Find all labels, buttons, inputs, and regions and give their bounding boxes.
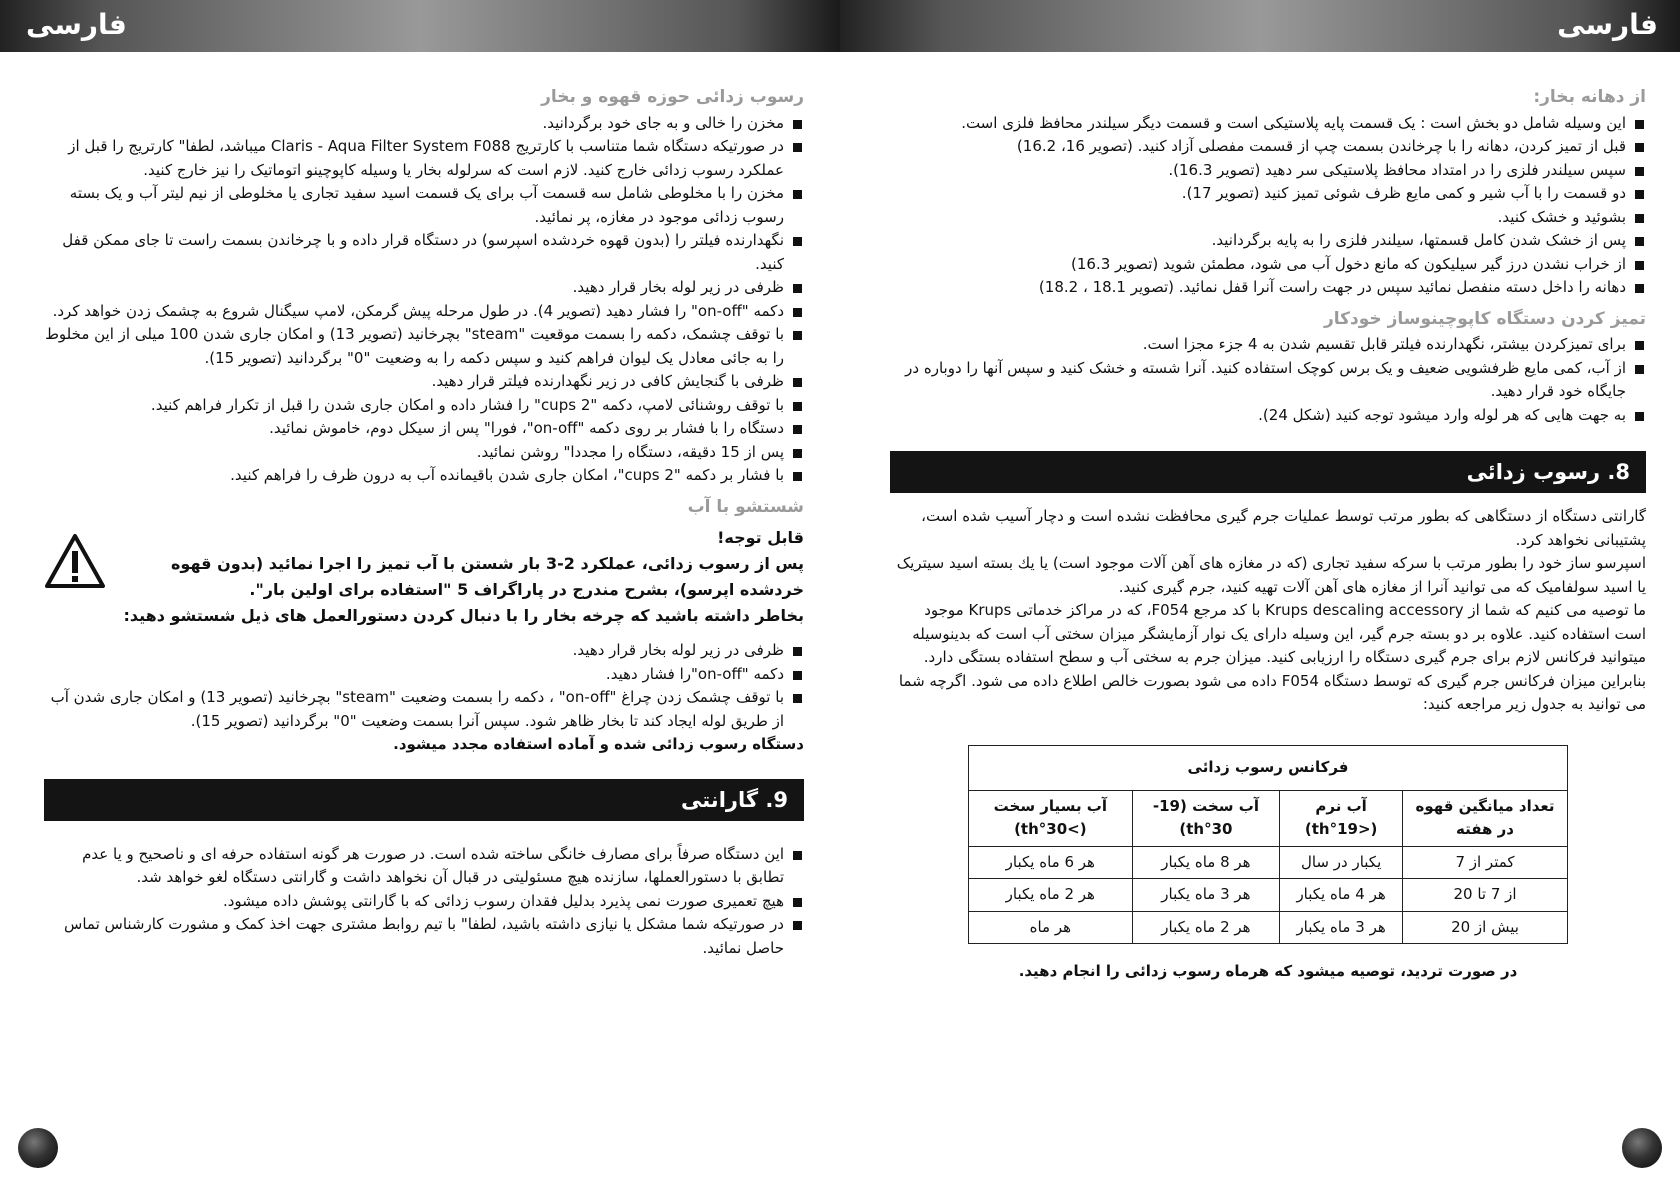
steam-nozzle-heading: از دهانه بخار: [1533, 87, 1646, 107]
list-item: از خراب نشدن درز گیر سیلیکون که مانع دخول آب می شود، مطمئن شوید (تصویر 16.3) [890, 253, 1646, 277]
descaling-heading: رسوب زدائی حوزه قهوه و بخار [541, 87, 804, 107]
list-item: با فشار بر دکمه "2 cups"، امکان جاری شدن باقیمانده آب به درون ظرف را فراهم کنید. [44, 464, 804, 488]
left-page-corner-dot [18, 1128, 58, 1168]
list-item: دکمه "on-off"را فشار دهید. [44, 663, 804, 687]
table-cell: هر ماه [969, 911, 1133, 944]
list-item: مخزن را خالی و به جای خود برگردانید. [44, 112, 804, 136]
list-item: به جهت هایی که هر لوله وارد میشود توجه کنید (شکل 24). [890, 404, 1646, 428]
right-page-corner-dot [1622, 1128, 1662, 1168]
table-row [969, 879, 1568, 912]
section-8-paragraph: ما توصیه می کنیم که شما از Krups descaling accessory با کد مرجع F054، که در مراکز خدماتی Krups موجود است استفاده کنید. علاوه بر دو بسته جرم گیر، این وسیله دارای یک نوار آزمایشگر میزان سختی آب است که بدینوسیله میتوانید فرکانس لازم برای جرم گیری دستگاه را ارزیابی کنید. میزان جرم به سختی آب و سطح استفاده بستگی دارد. بنابراین میزان فرکانس جرم گیری که توسط دستگاه F054 داده می شود بصورت خالص اطلاع داده می شود. اگرچه شما می توانید به جدول زیر مراجعه کنید: [898, 601, 1646, 713]
descaling-frequency-table [968, 745, 1568, 945]
column-header: آب سخت (19-30°th) [1132, 790, 1280, 846]
table-cell: از 7 تا 20 [1403, 879, 1568, 912]
table-cell: هر 3 ماه یکبار [1280, 911, 1403, 944]
steam-nozzle-list [890, 112, 1646, 300]
table-cell: هر 6 ماه یکبار [969, 846, 1133, 879]
list-item: هیچ تعمیری صورت نمی پذیرد بدلیل فقدان رسوب زدائی که با گارانتی پوشش داده میشود. [44, 890, 804, 914]
warning-text-2: بخاطر داشته باشید که چرخه بخار را با دنبال کردن دستورالعمل های ذیل شستشو دهید: [123, 606, 804, 625]
rinse-list [44, 639, 804, 733]
warning-title: قابل توجه! [717, 528, 804, 547]
table-cell: هر 2 ماه یکبار [1132, 911, 1280, 944]
list-item: بشوئید و خشک کنید. [890, 206, 1646, 230]
list-item: پس از 15 دقیقه، دستگاه را مجددا" روشن نمائید. [44, 441, 804, 465]
list-item: ظرفی در زیر لوله بخار قرار دهید. [44, 639, 804, 663]
column-header: آب نرم (<19°th) [1280, 790, 1403, 846]
list-item: این وسیله شامل دو بخش است : یک قسمت پایه پلاستیکی است و قسمت دیگر سیلندر محافظ فلزی است. [890, 112, 1646, 136]
left-page-header [0, 0, 840, 52]
list-item: پس از خشک شدن کامل قسمتها، سیلندر فلزی را به پایه برگردانید. [890, 229, 1646, 253]
table-cell: هر 2 ماه یکبار [969, 879, 1133, 912]
list-item: در صورتیکه شما مشکل یا نیازی داشته باشید، لطفا" با تیم روابط مشتری جهت اخذ کمک و مشورت کارشناس تماس حاصل نمائید. [44, 913, 804, 960]
table-cell: هر 4 ماه یکبار [1280, 879, 1403, 912]
right-page-header [840, 0, 1680, 52]
left-page-column [44, 84, 804, 960]
table-caption: فرکانس رسوب زدائی [969, 745, 1568, 790]
table-cell: یکبار در سال [1280, 846, 1403, 879]
section-8-paragraph: اسپرسو ساز خود را بطور مرتب با سرکه سفید تجاری (که در مغازه های آهن آلات موجود است) یا یك بسته اسید سیتریک یا اسید سولفامیک که می توانید آنرا از مغازه های آهن آلات تهیه کنید، جرم گیری کنید. [896, 554, 1646, 596]
list-item: ظرفی در زیر لوله بخار قرار دهید. [44, 276, 804, 300]
table-note: در صورت تردید، توصیه میشود که هرماه رسوب زدائی را انجام دهید. [1018, 962, 1518, 980]
cappuccino-cleaning-list [890, 333, 1646, 427]
list-item: برای تمیزکردن بیشتر، نگهدارنده فیلتر قابل تقسیم شدن به 4 جزء مجزا است. [890, 333, 1646, 357]
descaling-list [44, 112, 804, 488]
section-9-title-bar: 9. گارانتی [44, 779, 804, 821]
list-item: این دستگاه صرفاً برای مصارف خانگی ساخته شده است. در صورت هر گونه استفاده حرفه ای و ناصحیح و یا عدم تطابق با دستورالعملها، سازنده هیچ مسئولیتی در قبال آن نخواهد داشت و گارانتی دستگاه لغو خواهد شد. [44, 843, 804, 890]
list-item: در صورتیکه دستگاه شما متناسب با کارتریج Claris - Aqua Filter System F088 میباشد، لطفا" کارتریج را قبل از عملکرد رسوب زدائی خارج کنید. لازم است که سرلوله بخار یا وسیله کاپوچینو اتوماتیک را نیز خارج کنید. [44, 135, 804, 182]
table-row [969, 846, 1568, 879]
column-header: تعداد میانگین قهوه در هفته [1403, 790, 1568, 846]
table-row [969, 911, 1568, 944]
section-8-paragraph: گارانتی دستگاه از دستگاهی که بطور مرتب توسط عملیات جرم گیری محافظت نشده است و دچار آسیب شده است، پشتیبانی نخواهد کرد. [921, 507, 1646, 549]
list-item: با توقف چشمک زدن چراغ "on-off" ، دکمه را بسمت وضعیت "steam" بچرخانید (تصویر 13) و امکان جاری شدن آب از طریق لوله ایجاد کند تا بخار ظاهر شود. سپس آنرا بسمت وضعیت "0" برگردانید (تصویر 15). [44, 686, 804, 733]
list-item: از آب، کمی مایع ظرفشویی ضعیف و یک برس کوچک استفاده کنید. آنرا شسته و خشک کنید و سپس آنها را دوباره در جایگاه خود قرار دهید. [890, 357, 1646, 404]
warranty-list [44, 843, 804, 961]
list-item: نگهدارنده فیلتر را (بدون قهوه خردشده اسپرسو) در دستگاه قرار داده و با چرخاندن بسمت راست تا جای ممکن قفل کنید. [44, 229, 804, 276]
list-item: سپس سیلندر فلزی را در امتداد محافظ پلاستیکی سر دهید (تصویر 16.3). [890, 159, 1646, 183]
cappuccino-cleaning-heading: تمیز کردن دستگاه کاپوچینوساز خودکار [1323, 308, 1646, 329]
warning-triangle-icon [44, 533, 106, 589]
list-item: دهانه را داخل دسته منفصل نمائید سپس در جهت راست آنرا قفل نمائید. (تصویر 18.1 ، 18.2) [890, 276, 1646, 300]
list-item: دو قسمت را با آب شیر و کمی مایع ظرف شوئی تمیز کنید (تصویر 17). [890, 182, 1646, 206]
rinse-final-note: دستگاه رسوب زدائی شده و آماده استفاده مجدد میشود. [393, 735, 804, 753]
table-cell: هر 3 ماه یکبار [1132, 879, 1280, 912]
table-cell: بیش از 20 [1403, 911, 1568, 944]
section-8-title-bar: 8. رسوب زدائی [890, 451, 1646, 493]
left-page-language-title: فارسی [26, 8, 127, 41]
warning-box [44, 525, 804, 629]
column-header: آب بسیار سخت (>30°th) [969, 790, 1133, 846]
list-item: دستگاه را با فشار بر روی دکمه "on-off"، فورا" پس از سیکل دوم، خاموش نمائید. [44, 417, 804, 441]
list-item: قبل از تمیز کردن، دهانه را با چرخاندن بسمت چپ از قسمت مفصلی آزاد کنید. (تصویر 16، 16.2) [890, 135, 1646, 159]
warning-text-block [118, 525, 804, 629]
warning-text: پس از رسوب زدائی، عملکرد 2-3 بار شستن با آب تمیز را اجرا نمائید (بدون قهوه خردشده اپرسو)، بشرح مندرج در پاراگراف 5 "استفاده برای اولین بار". [170, 554, 804, 599]
table-cell: کمتر از 7 [1403, 846, 1568, 879]
table-cell: هر 8 ماه یکبار [1132, 846, 1280, 879]
right-page-language-title: فارسی [1557, 8, 1658, 41]
list-item: دکمه "on-off" را فشار دهید (تصویر 4). در طول مرحله پیش گرمکن، لامپ سیگنال شروع به چشمک زدن خواهد کرد. [44, 300, 804, 324]
right-page-column [890, 84, 1646, 984]
table-header-row [969, 790, 1568, 846]
list-item: با توقف چشمک، دکمه را بسمت موقعیت "steam" بچرخانید (تصویر 13) و امکان جاری شدن 100 میلی از این مخلوط را به جائی معادل یک لیوان فراهم کنید و سپس دکمه را به وضعیت "0" برگردانید (تصویر 15). [44, 323, 804, 370]
list-item: با توقف روشنائی لامپ، دکمه "2 cups" را فشار داده و امکان جاری شدن را قبل از تکرار فراهم کنید. [44, 394, 804, 418]
rinse-heading: شستشو با آب [687, 496, 804, 517]
list-item: مخزن را با مخلوطی شامل سه قسمت آب برای یک قسمت اسید سفید تجاری یا مخلوطی از نیم لیتر آب و یک بسته رسوب زدائی موجود در مغازه، پر نمائید. [44, 182, 804, 229]
list-item: ظرفی با گنجایش کافی در زیر نگهدارنده فیلتر قرار دهید. [44, 370, 804, 394]
